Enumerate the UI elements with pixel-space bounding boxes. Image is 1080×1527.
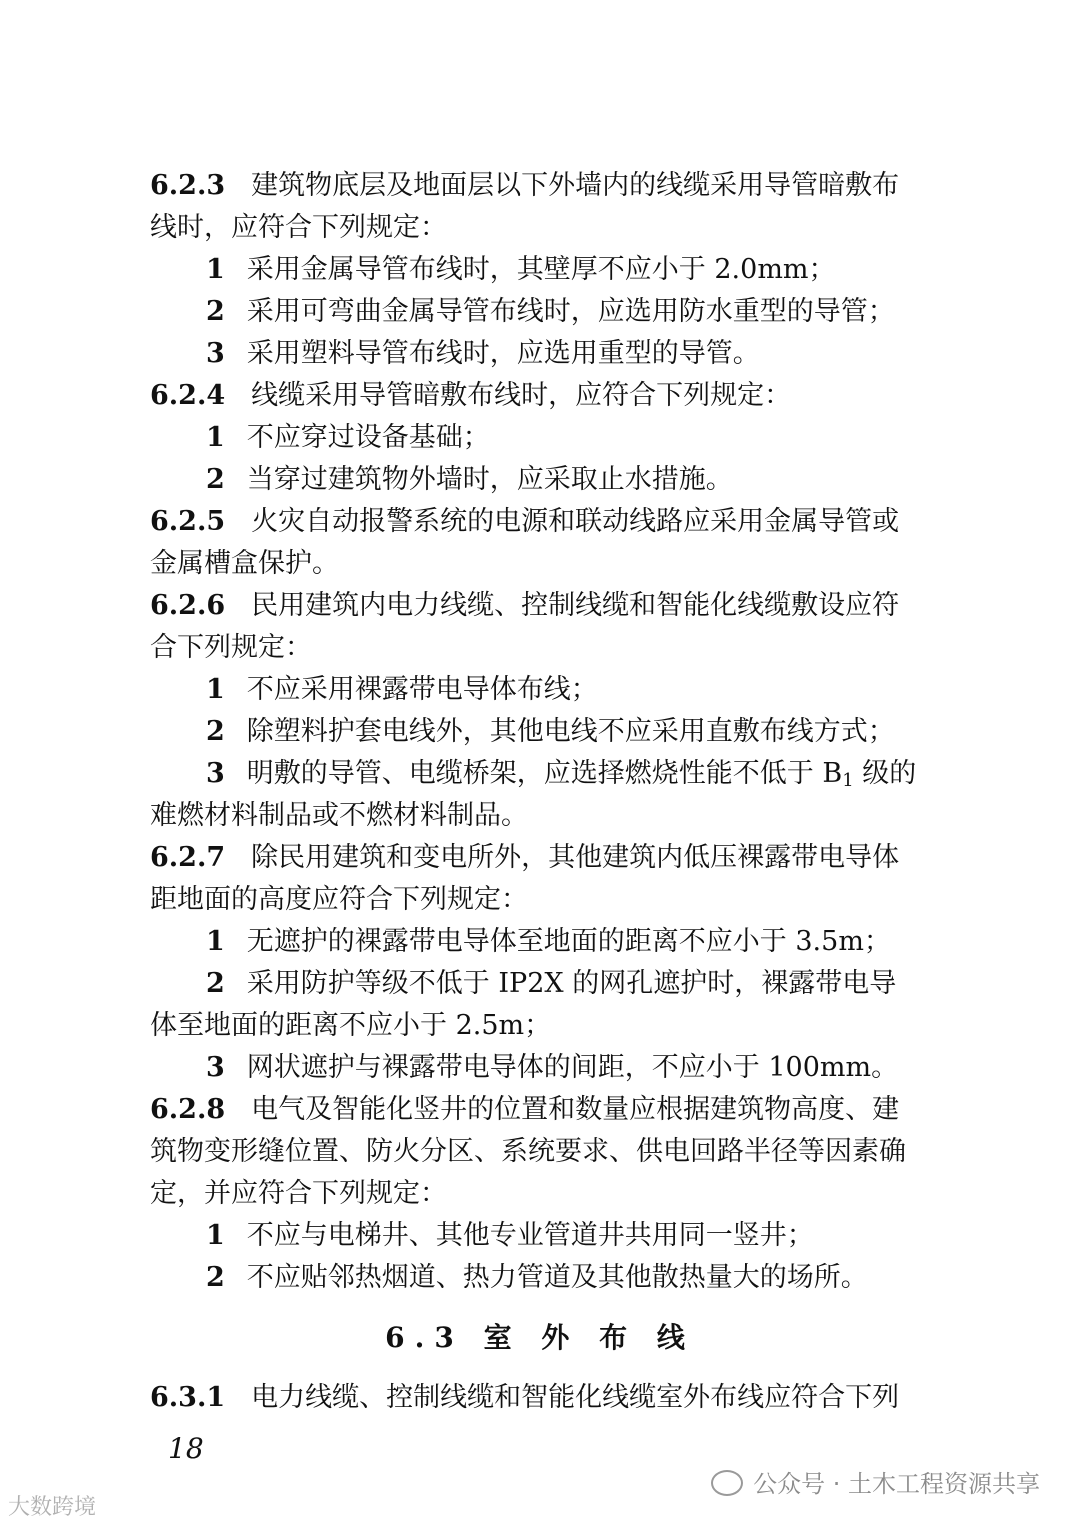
watermark-wechat-text: 公众号 · 土木工程资源共享 bbox=[753, 1470, 1040, 1498]
clause-6-2-5-line-1: 6.2.5 火灾自动报警系统的电源和联动线路应采用金属导管或 bbox=[150, 506, 900, 537]
clause-6-2-5-line-2: 金属槽盒保护。 bbox=[150, 548, 339, 579]
clause-6-2-4-line-1: 6.2.4 线缆采用导管暗敷布线时，应符合下列规定： bbox=[150, 380, 792, 411]
clause-6-2-6-line-2: 合下列规定： bbox=[150, 632, 312, 663]
clause-6-2-6-item-1: 1 不应采用裸露带电导体布线； bbox=[206, 674, 598, 705]
clause-6-2-6-line-1: 6.2.6 民用建筑内电力线缆、控制线缆和智能化线缆敷设应符 bbox=[150, 590, 900, 621]
clause-6-2-8-line-3: 定，并应符合下列规定： bbox=[150, 1178, 447, 1209]
clause-6-2-3-item-1: 1 采用金属导管布线时，其壁厚不应小于 2.0mm； bbox=[206, 254, 836, 285]
clause-6-2-3-line-1: 6.2.3 建筑物底层及地面层以下外墙内的线缆采用导管暗敷布 bbox=[150, 170, 900, 201]
page-number: 18 bbox=[168, 1432, 204, 1465]
clause-6-2-7-line-1: 6.2.7 除民用建筑和变电所外，其他建筑内低压裸露带电导体 bbox=[150, 842, 900, 873]
clause-6-2-7-item-2-line-2: 体至地面的距离不应小于 2.5m； bbox=[150, 1010, 552, 1041]
wechat-icon bbox=[711, 1470, 743, 1496]
clause-6-2-7-line-2: 距地面的高度应符合下列规定： bbox=[150, 884, 528, 915]
watermark-brand: 大数跨境 bbox=[8, 1495, 97, 1520]
section-heading: 6.3 室 外 布 线 bbox=[385, 1321, 695, 1354]
clause-6-2-4-item-1: 1 不应穿过设备基础； bbox=[206, 422, 490, 453]
clause-6-3-1-line-1: 6.3.1 电力线缆、控制线缆和智能化线缆室外布线应符合下列 bbox=[150, 1382, 900, 1413]
clause-6-2-6-item-3-line-2: 难燃材料制品或不燃材料制品。 bbox=[150, 800, 528, 831]
watermark-wechat bbox=[711, 1464, 1040, 1499]
clause-6-2-4-item-2: 2 当穿过建筑物外墙时，应采取止水措施。 bbox=[206, 464, 733, 495]
clause-6-2-3-item-2: 2 采用可弯曲金属导管布线时，应选用防水重型的导管； bbox=[206, 296, 895, 327]
clause-6-2-8-line-2: 筑物变形缝位置、防火分区、系统要求、供电回路半径等因素确 bbox=[150, 1136, 906, 1167]
clause-6-2-7-item-3: 3 网状遮护与裸露带电导体的间距，不应小于 100mm。 bbox=[206, 1052, 899, 1083]
clause-6-2-3-item-3: 3 采用塑料导管布线时，应选用重型的导管。 bbox=[206, 338, 760, 369]
clause-6-2-3-line-2: 线时，应符合下列规定： bbox=[150, 212, 447, 243]
clause-6-2-7-item-2: 2 采用防护等级不低于 IP2X 的网孔遮护时，裸露带电导 bbox=[206, 968, 897, 999]
clause-6-2-6-item-3: 3 明敷的导管、电缆桥架，应选择燃烧性能不低于 $B_1$ 级的 bbox=[206, 758, 917, 791]
clause-6-2-8-item-1: 1 不应与电梯井、其他专业管道井共用同一竖井； bbox=[206, 1220, 814, 1251]
clause-6-2-7-item-1: 1 无遮护的裸露带电导体至地面的距离不应小于 3.5m； bbox=[206, 926, 891, 957]
clause-6-2-8-line-1: 6.2.8 电气及智能化竖井的位置和数量应根据建筑物高度、建 bbox=[150, 1094, 900, 1125]
clause-6-2-8-item-2: 2 不应贴邻热烟道、热力管道及其他散热量大的场所。 bbox=[206, 1262, 868, 1293]
clause-6-2-6-item-2: 2 除塑料护套电线外，其他电线不应采用直敷布线方式； bbox=[206, 716, 895, 747]
